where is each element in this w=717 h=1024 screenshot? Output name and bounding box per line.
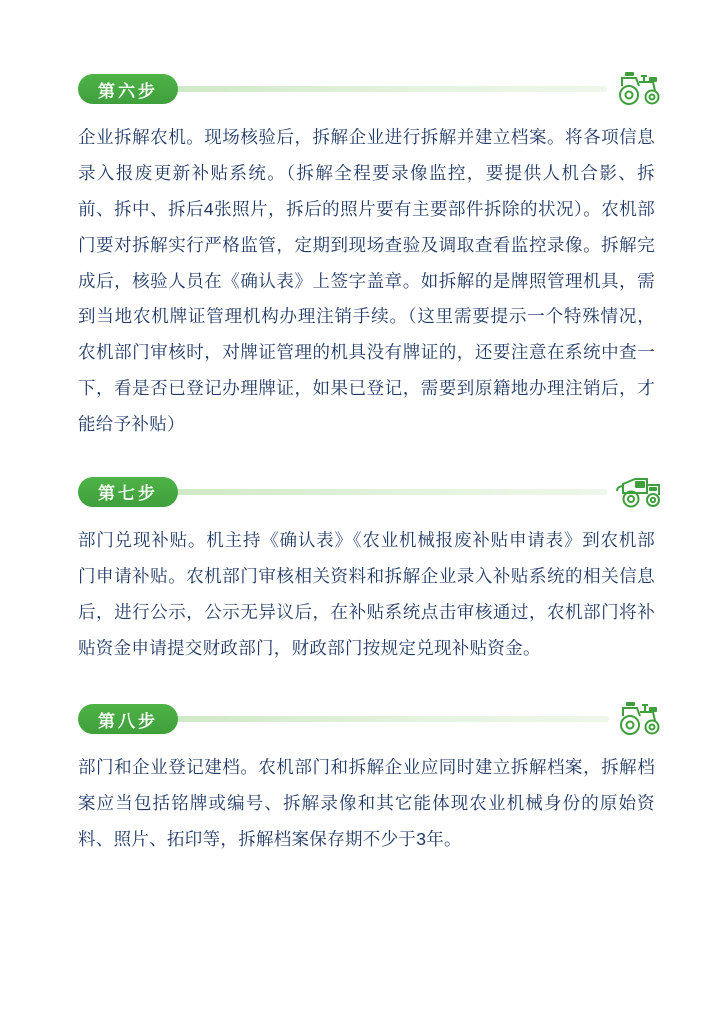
step-divider-rule <box>174 716 609 722</box>
tractor-icon <box>613 64 665 108</box>
step-block-7 <box>78 475 655 667</box>
step-block-6 <box>78 72 655 443</box>
step-body-7: 部门兑现补贴。机主持《确认表》《农业机械报废补贴申请表》到农机部门申请补贴。农机部门审核相关资料和拆解企业录入补贴系统的相关信息后，进行公示，公示无异议后，在补贴系统点击审核通过，农机部门将补贴资金申请提交财政部门，财政部门按规定兑现补贴资金。 <box>78 529 655 658</box>
spacer <box>78 449 655 475</box>
step-badge-7: 第七步 <box>78 477 178 507</box>
step-body-6: 企业拆解农机。现场核验后，拆解企业进行拆解并建立档案。将各项信息录入报废更新补贴系统。（拆解全程要录像监控，要提供人机合影、拆前、拆中、拆后4张照片，拆后的照片要有主要部件拆除的状况）。农机部门要对拆解实行严格监管，定期到现场查验及调取查看监控录像。拆解完成后，核验人员在《确认表》上签字盖章。如拆解的是牌照管理机具，需到当地农机牌证管理机构办理注销手续。（这里需要提示一个特殊情况，农机部门审核时，对牌证管理的机具没有牌证的，还要注意在系统中查一下，看是否已登记办理牌证，如果已登记，需要到原籍地办理注销后，才能给予补贴） <box>78 127 655 434</box>
step-badge-6: 第六步 <box>78 74 178 104</box>
harvester-icon <box>613 467 665 511</box>
step-block-8 <box>78 702 655 858</box>
step-header-8 <box>78 702 655 736</box>
step-divider-rule <box>174 489 607 495</box>
step-badge-8: 第八步 <box>78 704 178 734</box>
tractor-icon <box>613 694 665 738</box>
step-header-6 <box>78 72 655 106</box>
step-header-7 <box>78 475 655 509</box>
step-divider-rule <box>174 86 607 92</box>
step-body-8: 部门和企业登记建档。农机部门和拆解企业应同时建立拆解档案，拆解档案应当包括铭牌或编号、拆解录像和其它能体现农业机械身份的原始资料、照片、拓印等，拆解档案保存期不少于3年。 <box>78 757 655 850</box>
spacer <box>78 672 655 702</box>
